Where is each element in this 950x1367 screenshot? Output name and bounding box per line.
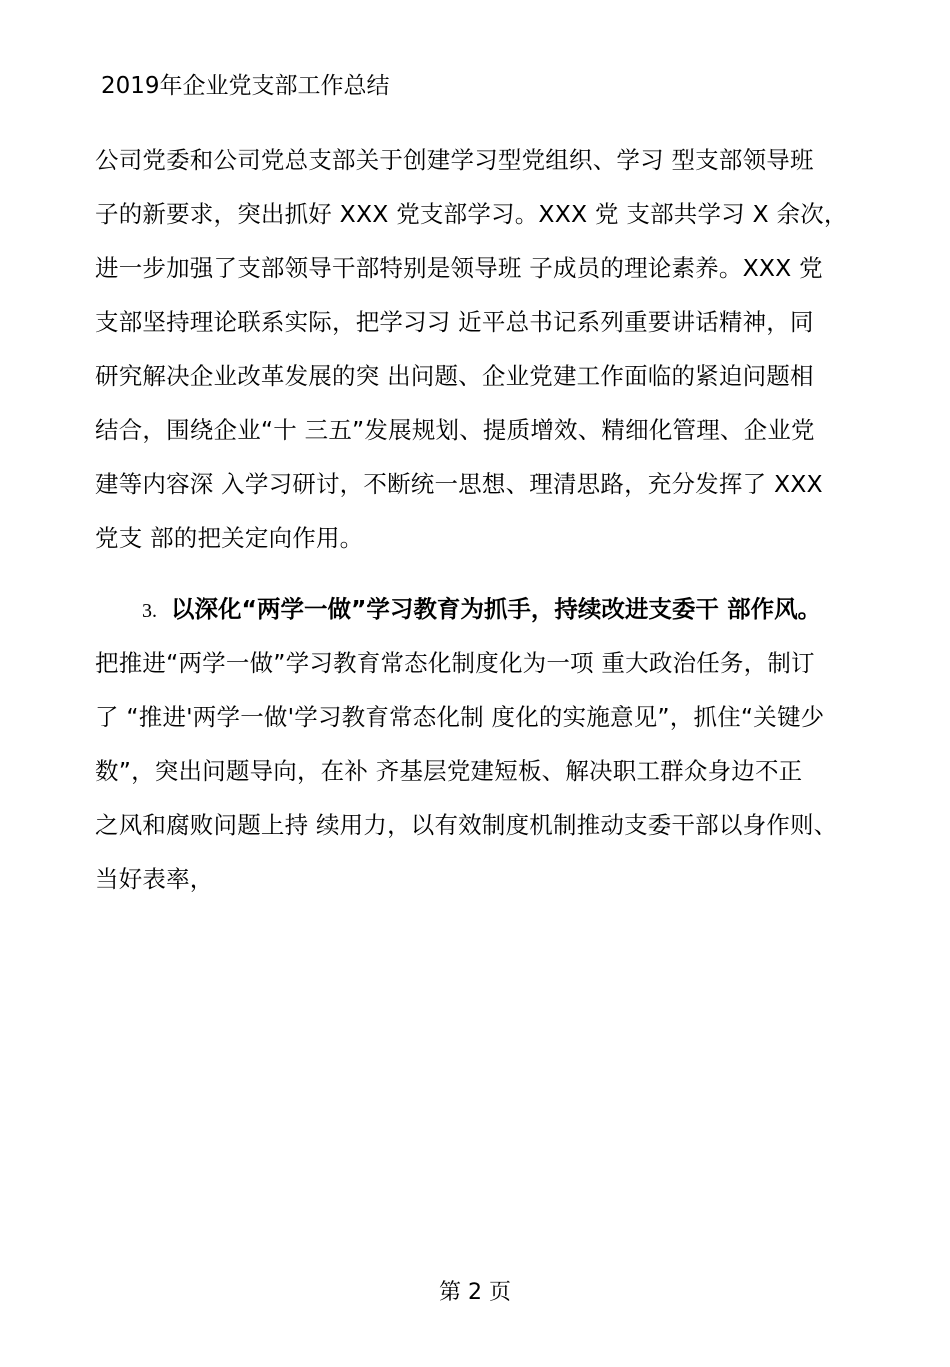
paragraph-1-line: 党支 部的把关定向作用。	[95, 524, 364, 552]
paragraph-1-line: 进一步加强了支部领导干部特别是领导班 子成员的理论素养。XXX 党	[95, 254, 823, 282]
paragraph-1-line: 结合，围绕企业“十 三五”发展规划、提质增效、精细化管理、企业党	[95, 416, 815, 444]
paragraph-2-line: 了 “推进'两学一做'学习教育常态化制 度化的实施意见”，抓住“关键少	[95, 703, 825, 731]
paragraph-2-line: 数”，突出问题导向，在补 齐基层党建短板、解决职工群众身边不正	[95, 757, 803, 785]
document-title: 2019年企业党支部工作总结	[101, 73, 390, 99]
paragraph-1-line: 公司党委和公司党总支部关于创建学习型党组织、学习 型支部领导班	[95, 146, 814, 174]
section-heading-text: 以深化“两学一做”学习教育为抓手，持续改进支委干 部作风。	[171, 595, 822, 623]
paragraph-1-line: 建等内容深 入学习研讨，不断统一思想、理清思路，充分发挥了 XXX	[95, 470, 823, 498]
paragraph-2-line: 当好表率，	[95, 865, 214, 893]
paragraph-2-line: 把推进“两学一做”学习教育常态化制度化为一项 重大政治任务，制订	[95, 649, 815, 677]
page-number: 第 2 页	[439, 1280, 511, 1305]
paragraph-1-line: 子的新要求，突出抓好 XXX 党支部学习。XXX 党 支部共学习 X 余次，	[95, 200, 848, 228]
paragraph-1-line: 支部坚持理论联系实际，把学习习 近平总书记系列重要讲话精神，同	[95, 308, 814, 336]
paragraph-1-line: 研究解决企业改革发展的突 出问题、企业党建工作面临的紧迫问题相	[95, 362, 814, 390]
paragraph-2-line: 之风和腐败问题上持 续用力，以有效制度机制推动支委干部以身作则、	[95, 811, 838, 839]
section-heading-3	[142, 592, 821, 628]
section-number: 3.	[142, 600, 157, 622]
